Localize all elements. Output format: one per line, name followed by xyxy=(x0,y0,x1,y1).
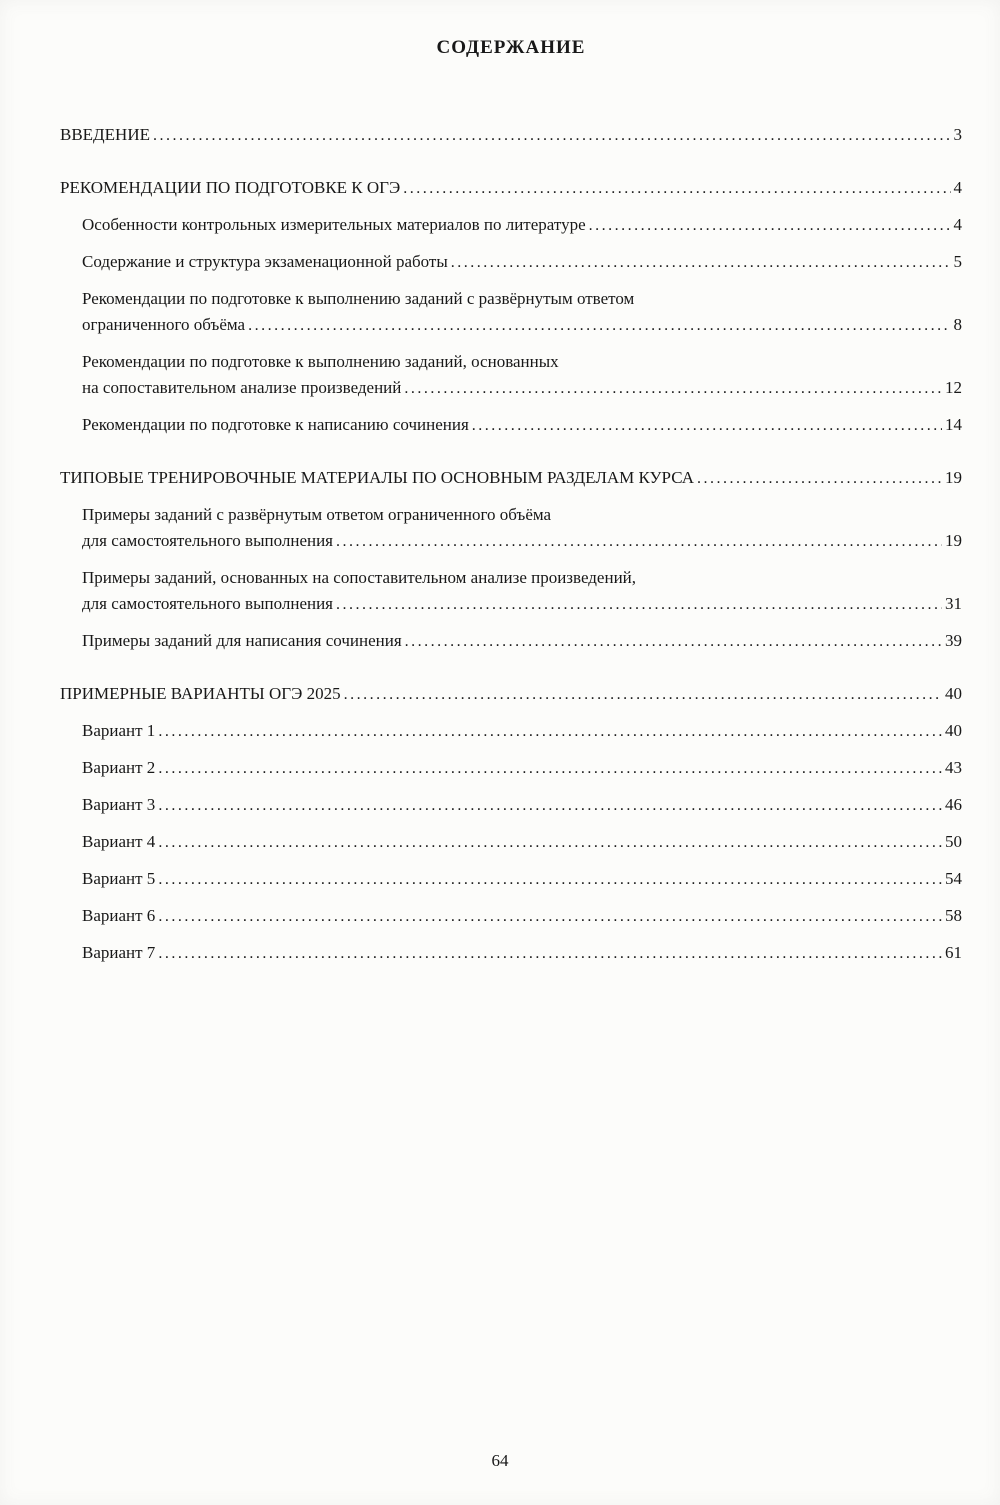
toc-entry-text: для самостоятельного выполнения xyxy=(82,531,333,550)
toc-entry-page-number: 4 xyxy=(953,178,962,197)
toc-entry-page-number: 3 xyxy=(953,125,962,144)
toc-entry-text-line: Примеры заданий, основанных на сопоставительном анализе произведений, xyxy=(82,568,637,587)
toc-entry xyxy=(60,412,962,439)
toc-entry-text: РЕКОМЕНДАЦИИ ПО ПОДГОТОВКЕ К ОГЭ xyxy=(60,178,401,197)
toc-entry-last-line xyxy=(82,312,962,339)
toc-entry-last-line xyxy=(82,628,962,655)
toc-entry-text: Примеры заданий для написания сочинения xyxy=(82,631,402,650)
toc-entry-last-line xyxy=(60,175,962,202)
toc-entry-text: Рекомендации по подготовке к написанию сочинения xyxy=(82,415,469,434)
dot-leader xyxy=(158,866,942,893)
toc-entry-last-line xyxy=(60,122,962,149)
toc-entry-page-number: 8 xyxy=(953,315,962,334)
toc-entry-text: Вариант 1 xyxy=(82,721,156,740)
toc-entry-text: Вариант 2 xyxy=(82,758,156,777)
toc-entry xyxy=(60,122,962,149)
toc-entry xyxy=(60,755,962,782)
dot-leader xyxy=(697,465,942,492)
toc-entry-page-number: 46 xyxy=(945,795,962,814)
dot-leader xyxy=(403,175,950,202)
dot-leader xyxy=(248,312,950,339)
toc-entry-text: ВВЕДЕНИЕ xyxy=(60,125,150,144)
toc-entry-page-number: 40 xyxy=(945,684,962,703)
toc-entry-text: Вариант 5 xyxy=(82,869,156,888)
toc-entry-last-line xyxy=(82,591,962,618)
toc-entry-page-number: 4 xyxy=(953,215,962,234)
toc-entry xyxy=(60,829,962,856)
toc-entry-page-number: 12 xyxy=(945,378,962,397)
toc-entry-text: Содержание и структура экзаменационной работы xyxy=(82,252,448,271)
dot-leader xyxy=(336,528,942,555)
dot-leader xyxy=(153,122,951,149)
toc-entry-page-number: 54 xyxy=(945,869,962,888)
toc-entry-last-line xyxy=(82,249,962,276)
toc-entry-last-line xyxy=(82,792,962,819)
toc-entry-last-line xyxy=(82,940,962,967)
toc-entry-page-number: 19 xyxy=(945,531,962,550)
toc-entry xyxy=(60,718,962,745)
dot-leader xyxy=(158,718,942,745)
page-title: СОДЕРЖАНИЕ xyxy=(436,37,586,58)
table-of-contents xyxy=(60,122,962,967)
toc-entry xyxy=(60,792,962,819)
toc-entry-last-line xyxy=(82,212,962,239)
page-number-footer: 64 xyxy=(491,1451,509,1470)
toc-entry-last-line xyxy=(82,718,962,745)
toc-entry xyxy=(60,565,962,618)
dot-leader xyxy=(158,940,942,967)
toc-entry-page-number: 61 xyxy=(945,943,962,962)
toc-entry-text-line: Рекомендации по подготовке к выполнению заданий с развёрнутым ответом xyxy=(82,289,635,308)
dot-leader xyxy=(589,212,951,239)
toc-entry-page-number: 19 xyxy=(945,468,962,487)
toc-entry-text: ТИПОВЫЕ ТРЕНИРОВОЧНЫЕ МАТЕРИАЛЫ ПО ОСНОВНЫМ РАЗДЕЛАМ КУРСА xyxy=(60,468,694,487)
toc-entry xyxy=(60,465,962,492)
toc-entry xyxy=(60,349,962,402)
toc-entry-page-number: 50 xyxy=(945,832,962,851)
toc-entry xyxy=(60,628,962,655)
toc-entry-page-number: 58 xyxy=(945,906,962,925)
toc-entry-text-line: Рекомендации по подготовке к выполнению заданий, основанных xyxy=(82,352,559,371)
toc-entry xyxy=(60,866,962,893)
toc-entry-text-line: Примеры заданий с развёрнутым ответом ограниченного объёма xyxy=(82,505,552,524)
dot-leader xyxy=(344,681,942,708)
toc-entry-last-line xyxy=(82,412,962,439)
toc-entry-text: для самостоятельного выполнения xyxy=(82,594,333,613)
toc-entry-text: Особенности контрольных измерительных материалов по литературе xyxy=(82,215,586,234)
toc-entry-page-number: 14 xyxy=(945,415,962,434)
dot-leader xyxy=(472,412,942,439)
dot-leader xyxy=(158,755,942,782)
toc-entry-last-line xyxy=(82,829,962,856)
toc-entry xyxy=(60,903,962,930)
toc-entry-text: Вариант 7 xyxy=(82,943,156,962)
toc-entry xyxy=(60,286,962,339)
dot-leader xyxy=(158,903,942,930)
toc-entry-last-line xyxy=(60,465,962,492)
toc-entry-page-number: 5 xyxy=(953,252,962,271)
toc-entry xyxy=(60,502,962,555)
toc-entry-text: на сопоставительном анализе произведений xyxy=(82,378,402,397)
toc-entry-text: Вариант 6 xyxy=(82,906,156,925)
toc-entry-page-number: 43 xyxy=(945,758,962,777)
dot-leader xyxy=(336,591,942,618)
toc-entry-text: Вариант 3 xyxy=(82,795,156,814)
toc-entry-text: Вариант 4 xyxy=(82,832,156,851)
toc-entry-last-line xyxy=(82,903,962,930)
dot-leader xyxy=(451,249,951,276)
toc-entry-last-line xyxy=(82,866,962,893)
toc-entry xyxy=(60,212,962,239)
toc-entry xyxy=(60,681,962,708)
toc-entry-page-number: 40 xyxy=(945,721,962,740)
dot-leader xyxy=(404,375,942,402)
toc-entry-text: ПРИМЕРНЫЕ ВАРИАНТЫ ОГЭ 2025 xyxy=(60,684,341,703)
toc-entry xyxy=(60,940,962,967)
dot-leader xyxy=(158,792,942,819)
toc-entry-last-line xyxy=(82,375,962,402)
toc-entry-last-line xyxy=(82,528,962,555)
toc-entry-page-number: 39 xyxy=(945,631,962,650)
dot-leader xyxy=(405,628,942,655)
dot-leader xyxy=(158,829,942,856)
toc-entry-last-line xyxy=(60,681,962,708)
toc-entry-last-line xyxy=(82,755,962,782)
toc-entry xyxy=(60,249,962,276)
toc-entry-text: ограниченного объёма xyxy=(82,315,246,334)
toc-entry xyxy=(60,175,962,202)
toc-entry-page-number: 31 xyxy=(945,594,962,613)
